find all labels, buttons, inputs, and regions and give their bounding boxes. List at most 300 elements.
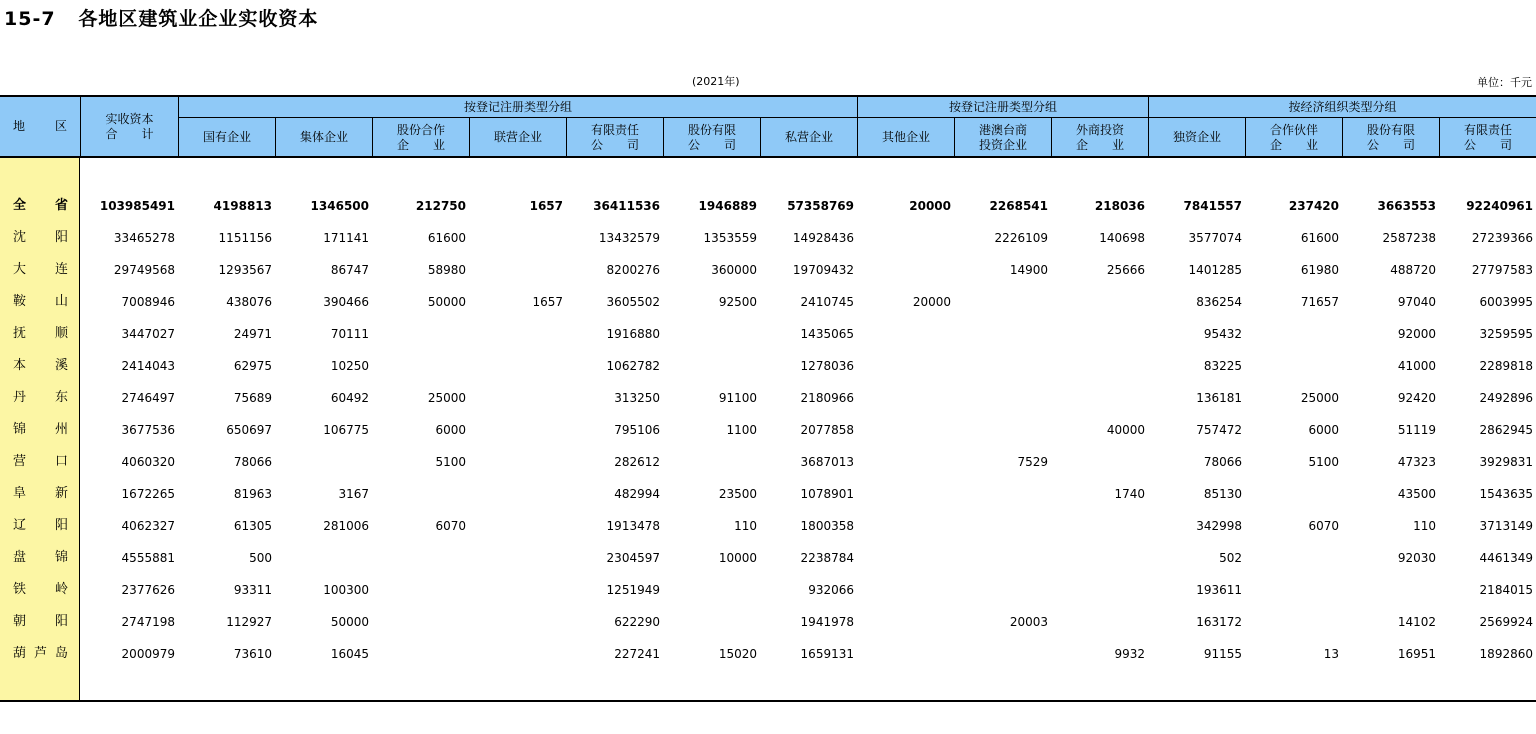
table-cell: 71657: [1300, 295, 1339, 309]
table-cell: 8200276: [606, 263, 660, 277]
table-cell: 61305: [233, 519, 272, 533]
header-total-line-2: 合 计: [105, 126, 154, 141]
table-cell: 51119: [1397, 423, 1436, 437]
table-cell: [857, 414, 954, 446]
table-cell: [469, 350, 566, 382]
header-group-registration-2: [857, 96, 1148, 118]
table-row: [0, 286, 1536, 318]
table-cell: 4461349: [1479, 551, 1533, 565]
table-cell: 92420: [1397, 391, 1436, 405]
table-cell: 9932: [1114, 647, 1145, 661]
table-cell: [1051, 574, 1148, 606]
table-cell: 97040: [1397, 295, 1436, 309]
table-cell: [372, 318, 469, 350]
header-col-3-line-1: 股份合作: [396, 122, 445, 137]
table-cell: 60492: [330, 391, 369, 405]
table-cell: 1913478: [606, 519, 660, 533]
header-col-8-line-1: 其他企业: [881, 130, 930, 144]
table-row: [0, 574, 1536, 606]
header-col-12-line-2: 企 业: [1269, 137, 1318, 152]
table-cell: [1051, 350, 1148, 382]
header-group-registration-2-label: 按登记注册类型分组: [948, 99, 1057, 114]
table-cell: [663, 574, 760, 606]
table-cell: [857, 638, 954, 670]
table-cell: [469, 574, 566, 606]
table-cell: [1051, 542, 1148, 574]
region-name-char: 本: [13, 358, 27, 373]
table-row: [0, 318, 1536, 350]
table-cell: 78066: [233, 455, 272, 469]
region-name-char: 锦: [54, 550, 68, 565]
region-name-char: 丹: [13, 390, 27, 405]
table-cell: 61980: [1300, 263, 1339, 277]
region-name-char: 州: [54, 422, 68, 437]
table-cell: 20003: [1009, 615, 1048, 629]
table-cell-total: 2000979: [121, 647, 175, 661]
region-name: [0, 414, 80, 446]
region-name-char: 葫: [13, 646, 27, 661]
table-cell: [857, 222, 954, 254]
region-name-char: 营: [13, 454, 27, 469]
table-cell: 3687013: [800, 455, 854, 469]
table-cell: 342998: [1196, 519, 1242, 533]
table-cell: [857, 382, 954, 414]
table-cell: 2268541: [989, 199, 1048, 213]
region-name: [0, 318, 80, 350]
table-cell: [857, 510, 954, 542]
table-cell: 27797583: [1471, 263, 1533, 277]
table-cell: [1245, 318, 1342, 350]
region-name-char: 抚: [13, 326, 27, 341]
table-cell: 1353559: [703, 231, 757, 245]
page-title: 15-7 各地区建筑业企业实收资本: [4, 8, 319, 30]
header-col-7: [760, 118, 857, 157]
table-cell-total: 3447027: [121, 327, 175, 341]
header-col-2-line-1: 集体企业: [299, 130, 348, 144]
table-cell: 75689: [233, 391, 272, 405]
header-col-14-line-1: 有限责任: [1463, 122, 1512, 137]
header-col-12-line-1: 合作伙伴: [1269, 122, 1318, 137]
table-cell: 57358769: [787, 199, 854, 213]
table-row: [0, 638, 1536, 670]
region-name-char: 岭: [54, 582, 68, 597]
header-col-6-line-2: 公 司: [687, 137, 736, 152]
table-cell: 2410745: [800, 295, 854, 309]
region-name: [0, 574, 80, 606]
table-cell: [857, 606, 954, 638]
table-cell: 5100: [435, 455, 466, 469]
table-cell: 110: [734, 519, 757, 533]
table-cell: 61600: [427, 231, 466, 245]
table-cell: 6003995: [1479, 295, 1533, 309]
table-cell: [372, 542, 469, 574]
table-cell: [469, 478, 566, 510]
region-name-char: 新: [54, 486, 68, 501]
table-cell: 13432579: [598, 231, 660, 245]
table-cell: 4198813: [213, 199, 272, 213]
table-cell: 2184015: [1479, 583, 1533, 597]
table-cell: 171141: [323, 231, 369, 245]
table-cell: 50000: [427, 295, 466, 309]
table-cell: 83225: [1203, 359, 1242, 373]
region-name: [0, 350, 80, 382]
region-name: [0, 638, 80, 670]
region-name-char: 盘: [13, 550, 27, 565]
table-cell-total: 1672265: [121, 487, 175, 501]
table-cell: 81963: [233, 487, 272, 501]
table-cell: 20000: [912, 295, 951, 309]
table-row-total: [0, 190, 1536, 222]
table-cell: [1245, 478, 1342, 510]
header-col-7-line-1: 私营企业: [784, 130, 833, 144]
table-cell: 1657: [529, 199, 563, 213]
table-cell: 25000: [1300, 391, 1339, 405]
table-cell: [469, 254, 566, 286]
table-cell: 3167: [338, 487, 369, 501]
region-name: [0, 446, 80, 478]
table-cell: [469, 318, 566, 350]
header-col-5-line-1: 有限责任: [590, 122, 639, 137]
region-name-char: 口: [54, 454, 68, 469]
region-name: [0, 478, 80, 510]
header-col-12: [1245, 118, 1342, 157]
table-cell: [954, 542, 1051, 574]
table-cell: 282612: [614, 455, 660, 469]
table-cell: [1051, 382, 1148, 414]
table-cell-total: 4060320: [121, 455, 175, 469]
table-cell: 2587238: [1382, 231, 1436, 245]
table-cell: 91155: [1203, 647, 1242, 661]
region-name-char: 阜: [13, 486, 27, 501]
table-cell: 3713149: [1479, 519, 1533, 533]
region-name-char: 阳: [54, 614, 68, 629]
table-row: [0, 350, 1536, 382]
table-cell-total: 2377626: [121, 583, 175, 597]
table-cell: 47323: [1397, 455, 1436, 469]
table-cell: 2289818: [1479, 359, 1533, 373]
table-cell: [469, 542, 566, 574]
header-col-13-line-1: 股份有限: [1366, 122, 1415, 137]
table-cell: 50000: [330, 615, 369, 629]
table-cell: 2238784: [800, 551, 854, 565]
table-cell: 227241: [614, 647, 660, 661]
table-cell: 1659131: [800, 647, 854, 661]
table-cell: 500: [249, 551, 272, 565]
header-region: [0, 96, 80, 157]
table-cell: [275, 446, 372, 478]
table-cell: 16045: [330, 647, 369, 661]
header-col-3-line-2: 企 业: [396, 137, 445, 152]
table-cell: 1800358: [800, 519, 854, 533]
header-col-4: [469, 118, 566, 157]
header-col-6: [663, 118, 760, 157]
table-cell: [372, 350, 469, 382]
table-cell: 212750: [415, 199, 466, 213]
header-col-5-line-2: 公 司: [590, 137, 639, 152]
header-col-13-line-2: 公 司: [1366, 137, 1415, 152]
region-name-char: 锦: [13, 422, 27, 437]
table-cell: 757472: [1196, 423, 1242, 437]
region-name-char: 铁: [13, 582, 27, 597]
table-cell: 3929831: [1479, 455, 1533, 469]
table-cell: 163172: [1196, 615, 1242, 629]
table-cell: [469, 222, 566, 254]
table-cell: 92000: [1397, 327, 1436, 341]
table-cell: 390466: [323, 295, 369, 309]
table-cell: [1051, 606, 1148, 638]
header-total: [80, 96, 178, 157]
table-cell: 3259595: [1479, 327, 1533, 341]
region-name: [0, 542, 80, 574]
table-cell: 43500: [1397, 487, 1436, 501]
table-row: [0, 222, 1536, 254]
header-group-registration-1-label: 按登记注册类型分组: [463, 99, 572, 114]
region-name: [0, 222, 80, 254]
table-cell: [954, 350, 1051, 382]
region-name-char: 辽: [13, 518, 27, 533]
header-col-8: [857, 118, 954, 157]
table-cell: 14102: [1397, 615, 1436, 629]
table-cell: 6000: [435, 423, 466, 437]
table-cell: 58980: [427, 263, 466, 277]
table-row: [0, 254, 1536, 286]
header-col-4-line-1: 联营企业: [493, 130, 542, 144]
table-cell: [857, 446, 954, 478]
unit-label: 单位：千元: [1477, 76, 1532, 89]
table-cell: 1100: [726, 423, 757, 437]
table-cell: 1435065: [800, 327, 854, 341]
table-cell: [372, 638, 469, 670]
region-name-char: 大: [13, 262, 27, 277]
region-name: [0, 286, 80, 318]
header-group-economic-label: 按经济组织类型分组: [1288, 99, 1397, 114]
table-cell: 140698: [1099, 231, 1145, 245]
header-col-1: [178, 118, 275, 157]
table-row: [0, 382, 1536, 414]
table-cell: 1062782: [606, 359, 660, 373]
header-col-9: [954, 118, 1051, 157]
region-name-char: 鞍: [13, 294, 27, 309]
header-col-11: [1148, 118, 1245, 157]
table-cell: 92240961: [1466, 199, 1533, 213]
table-cell: [663, 318, 760, 350]
region-name-char: 朝: [13, 614, 27, 629]
table-cell: 24971: [233, 327, 272, 341]
header-region-char-2: 区: [54, 119, 67, 133]
header-col-5: [566, 118, 663, 157]
table-cell: 218036: [1094, 199, 1145, 213]
table-cell: [954, 414, 1051, 446]
table-cell: [469, 638, 566, 670]
table-cell: 92500: [718, 295, 757, 309]
table-cell: 70111: [330, 327, 369, 341]
header-region-char-1: 地: [13, 119, 26, 133]
year-label: (2021年): [692, 75, 740, 88]
table-cell: [954, 478, 1051, 510]
table-cell: [469, 606, 566, 638]
table-cell: 482994: [614, 487, 660, 501]
table-cell: [1051, 446, 1148, 478]
table-cell: 86747: [330, 263, 369, 277]
region-name-char: 岛: [54, 646, 68, 661]
table-cell-total: 4062327: [121, 519, 175, 533]
header-col-10-line-1: 外商投资: [1075, 122, 1124, 137]
table-cell: 237420: [1288, 199, 1339, 213]
table-cell: [954, 510, 1051, 542]
region-name: [0, 382, 80, 414]
table-cell: 1657: [532, 295, 563, 309]
table-cell-total: 7008946: [121, 295, 175, 309]
table-cell: 1892860: [1479, 647, 1533, 661]
bottom-rule: [0, 700, 1536, 702]
region-name-char: 阳: [54, 230, 68, 245]
table-cell: [663, 606, 760, 638]
table-cell: [857, 542, 954, 574]
table-cell: 2304597: [606, 551, 660, 565]
table-cell: [1245, 542, 1342, 574]
header-col-1-line-1: 国有企业: [202, 130, 251, 144]
table-cell: [372, 478, 469, 510]
table-cell: 1293567: [218, 263, 272, 277]
top-rule: [0, 95, 1536, 97]
header-bottom-rule: [0, 156, 1536, 158]
table-cell-total: 3677536: [121, 423, 175, 437]
region-name: [0, 190, 80, 222]
table-cell: 25666: [1106, 263, 1145, 277]
table-cell: 85130: [1203, 487, 1242, 501]
table-cell: 313250: [614, 391, 660, 405]
table-cell: 23500: [718, 487, 757, 501]
table-cell: 6000: [1308, 423, 1339, 437]
table-cell: [1051, 510, 1148, 542]
table-cell: 10250: [330, 359, 369, 373]
table-cell: [1245, 574, 1342, 606]
table-cell: 62975: [233, 359, 272, 373]
table-cell: 27239366: [1471, 231, 1533, 245]
table-cell: 13: [1323, 647, 1339, 661]
table-cell: 1740: [1114, 487, 1145, 501]
header-col-11-line-1: 独资企业: [1172, 130, 1221, 144]
table-cell: [663, 446, 760, 478]
table-cell-total: 33465278: [113, 231, 175, 245]
table-cell: 14900: [1009, 263, 1048, 277]
table-cell: [1051, 318, 1148, 350]
header-col-10-line-2: 企 业: [1075, 137, 1124, 152]
table-cell: [372, 574, 469, 606]
table-cell: 106775: [323, 423, 369, 437]
table-cell-total: 2746497: [121, 391, 175, 405]
table-row: [0, 510, 1536, 542]
table-row: [0, 606, 1536, 638]
header-col-13: [1342, 118, 1439, 157]
region-name: [0, 606, 80, 638]
table-cell: 3577074: [1188, 231, 1242, 245]
header-col-9-line-2: 投资企业: [978, 137, 1027, 152]
table-cell: 3663553: [1377, 199, 1436, 213]
region-name-char: 东: [54, 390, 68, 405]
region-name-char: 省: [54, 198, 68, 213]
table-cell: 1151156: [218, 231, 272, 245]
table-cell-total: 2414043: [121, 359, 175, 373]
header-col-10: [1051, 118, 1148, 157]
table-row: [0, 478, 1536, 510]
table-cell: [1245, 350, 1342, 382]
region-name: [0, 510, 80, 542]
table-cell: 2077858: [800, 423, 854, 437]
table-cell: 6070: [435, 519, 466, 533]
table-cell: 1078901: [800, 487, 854, 501]
table-cell: 100300: [323, 583, 369, 597]
table-cell: [954, 286, 1051, 318]
table-cell: 1251949: [606, 583, 660, 597]
table-cell: 2862945: [1479, 423, 1533, 437]
header-group-registration-1: [178, 96, 857, 118]
table-cell: [954, 574, 1051, 606]
table-cell: [857, 350, 954, 382]
table-cell: 360000: [711, 263, 757, 277]
header-col-2: [275, 118, 372, 157]
region-name: [0, 254, 80, 286]
table-cell: 78066: [1203, 455, 1242, 469]
table-cell: 95432: [1203, 327, 1242, 341]
table-cell: [857, 478, 954, 510]
region-name-char: 顺: [54, 326, 68, 341]
header-col-3: [372, 118, 469, 157]
table-cell: 1946889: [698, 199, 757, 213]
group-divider: [178, 117, 1536, 118]
table-cell: 502: [1219, 551, 1242, 565]
region-name-char: 全: [13, 198, 27, 213]
table-cell: 112927: [226, 615, 272, 629]
table-cell: [469, 382, 566, 414]
table-cell: 2226109: [994, 231, 1048, 245]
table-cell: [275, 542, 372, 574]
header-col-14: [1439, 118, 1536, 157]
table-cell: 73610: [233, 647, 272, 661]
table-cell: 1278036: [800, 359, 854, 373]
table-cell: 7529: [1017, 455, 1048, 469]
table-cell: [857, 574, 954, 606]
table-cell: 795106: [614, 423, 660, 437]
table-cell: 15020: [718, 647, 757, 661]
table-row: [0, 542, 1536, 574]
table-cell: 622290: [614, 615, 660, 629]
table-cell: [1245, 606, 1342, 638]
table-cell: 281006: [323, 519, 369, 533]
table-cell: [372, 606, 469, 638]
table-cell: 932066: [808, 583, 854, 597]
table-cell: 36411536: [593, 199, 660, 213]
table-cell: 2569924: [1479, 615, 1533, 629]
table-cell: 5100: [1308, 455, 1339, 469]
table-cell: [954, 318, 1051, 350]
table-cell: 1543635: [1479, 487, 1533, 501]
region-name-char: 芦: [33, 646, 47, 661]
table-cell: [663, 350, 760, 382]
table-cell: 61600: [1300, 231, 1339, 245]
table-row: [0, 446, 1536, 478]
header-group-economic: [1148, 96, 1536, 118]
table-cell: 1401285: [1188, 263, 1242, 277]
header-total-line-1: 实收资本: [105, 111, 154, 126]
header-col-14-line-2: 公 司: [1463, 137, 1512, 152]
table-cell: [857, 318, 954, 350]
table-cell: 2492896: [1479, 391, 1533, 405]
table-cell: 91100: [718, 391, 757, 405]
table-cell-total: 103985491: [99, 199, 175, 213]
table-cell: [469, 446, 566, 478]
table-cell: 136181: [1196, 391, 1242, 405]
